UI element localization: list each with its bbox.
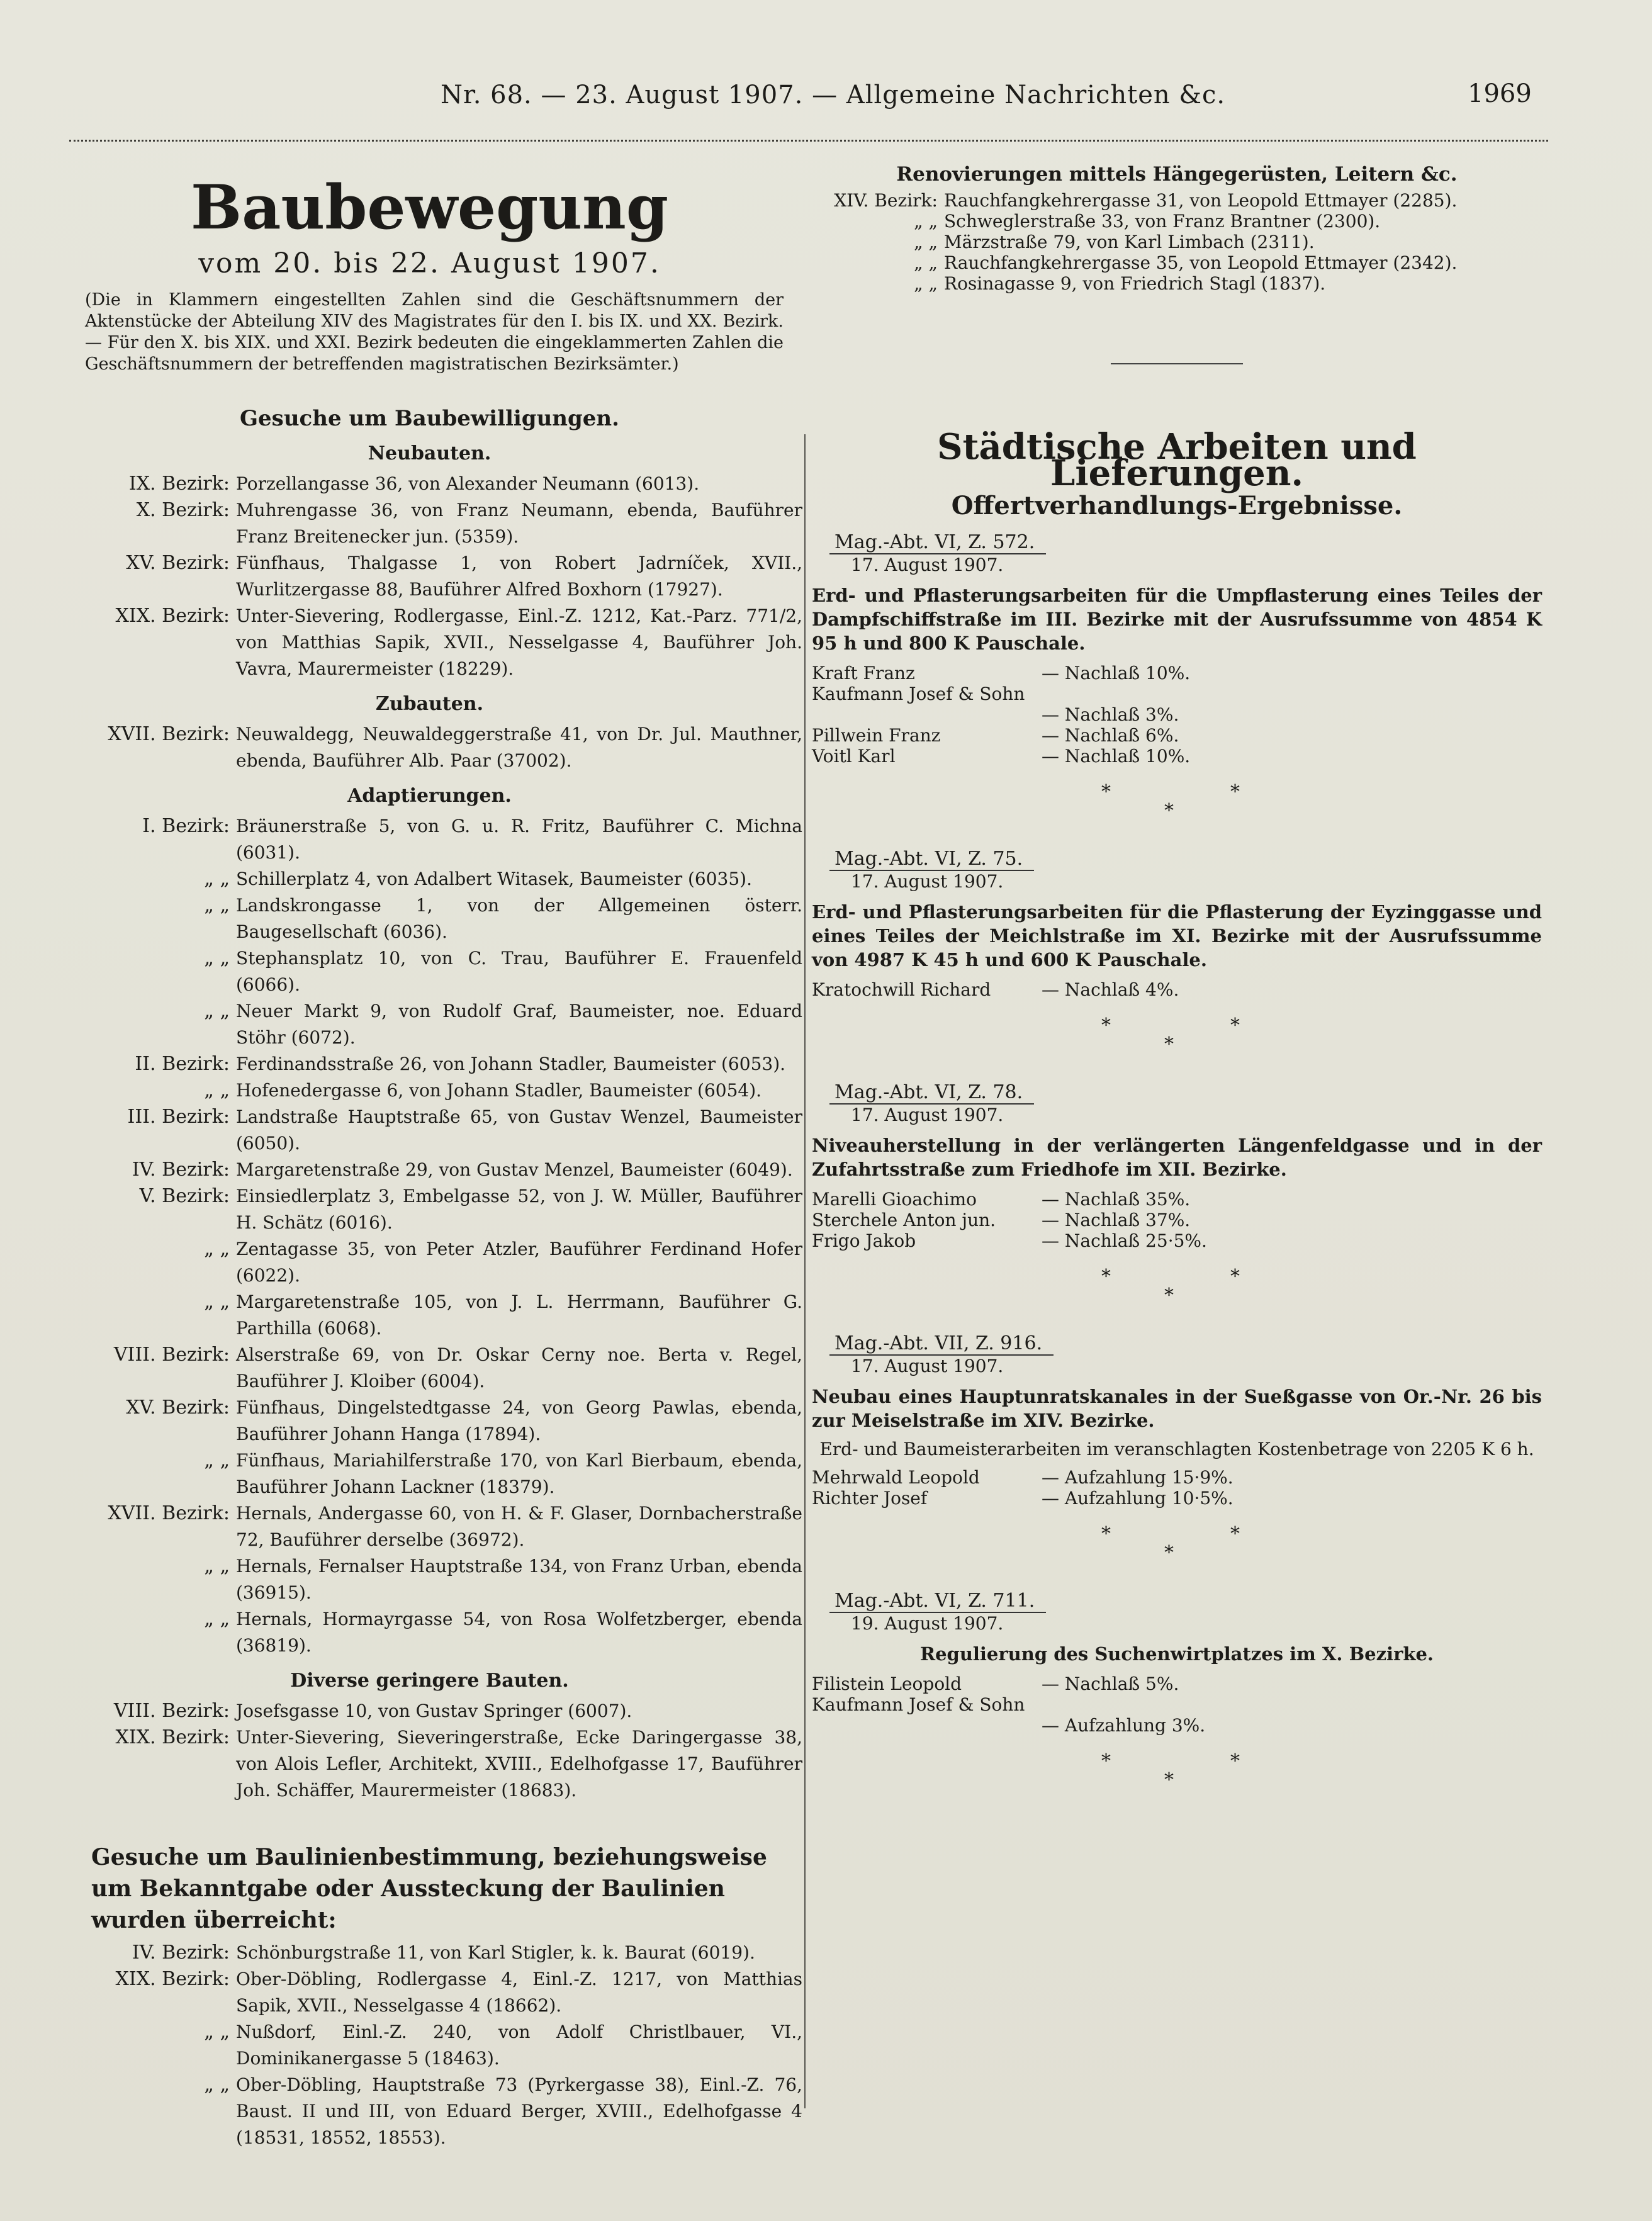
district-label: III. Bezirk: xyxy=(127,1106,230,1128)
district-label: „ „ xyxy=(914,273,938,294)
bidder-row xyxy=(812,1694,1542,1715)
offer-block xyxy=(812,1515,1542,1736)
bidder-row xyxy=(812,1715,1542,1736)
offer-results xyxy=(812,532,1542,1805)
asterism xyxy=(812,773,1542,836)
district-entry xyxy=(57,1395,802,1448)
bidder-row xyxy=(812,1210,1542,1230)
offer-reference xyxy=(829,1082,1542,1105)
bidder-name: Kaufmann Josef & Sohn xyxy=(812,683,1025,704)
asterism-star: * xyxy=(1164,1542,1174,1564)
district-label: II. Bezirk: xyxy=(135,1053,230,1075)
entry-text: Josefsgasse 10, von Gustav Springer (6007). xyxy=(236,1701,632,1721)
permit-groups xyxy=(57,441,802,1804)
bidder-result: — Nachlaß 25·5%. xyxy=(1042,1230,1207,1251)
bidder-result: — Nachlaß 10%. xyxy=(1042,663,1191,683)
asterism-star: * xyxy=(1101,1266,1111,1288)
district-label: XIX. Bezirk: xyxy=(115,605,230,627)
district-entry xyxy=(57,945,802,998)
district-entry xyxy=(57,550,802,603)
offer-title: Erd- und Pflasterungsarbeiten für die Pflasterung der Eyzinggasse und eines Teiles der Meichlstraße im XI. Bezirke mit der Ausrufssumme von 4987 K 45 h und 600 K Pauschale. xyxy=(812,901,1542,970)
main-subtitle: vom 20. bis 22. August 1907. xyxy=(198,247,661,279)
entry-text: Neuer Markt 9, von Rudolf Graf, Baumeister, noe. Eduard Stöhr (6072). xyxy=(236,1001,802,1048)
district-label: „ „ xyxy=(204,868,230,890)
asterism xyxy=(812,1742,1542,1805)
district-label: XVII. Bezirk: xyxy=(108,1502,230,1524)
entry-text: Fünfhaus, Thalgasse 1, von Robert Jadrníček, XVII., Wurlitzergasse 88, Bauführer Alfred Boxhorn (17927). xyxy=(236,553,802,600)
entry-text: Landstraße Hauptstraße 65, von Gustav Wenzel, Baumeister (6050). xyxy=(236,1106,802,1154)
page-number: 1969 xyxy=(1468,79,1532,108)
entry-text: Fünfhaus, Mariahilferstraße 170, von Karl Bierbaum, ebenda, Bauführer Johann Lackner (18379). xyxy=(236,1450,802,1497)
offer-title: Regulierung des Suchenwirtplatzes im X. Bezirke. xyxy=(919,1643,1434,1665)
bidder-list xyxy=(812,1673,1542,1736)
district-entry xyxy=(57,497,802,550)
entry-text: Hernals, Hormayrgasse 54, von Rosa Wolfetzberger, ebenda (36819). xyxy=(236,1609,802,1656)
bidder-name: Kratochwill Richard xyxy=(812,979,991,1000)
district-entry xyxy=(57,1236,802,1289)
district-entry xyxy=(57,1724,802,1804)
district-label: IV. Bezirk: xyxy=(132,1942,230,1964)
bidder-name: Marelli Gioachimo xyxy=(812,1189,977,1210)
renovation-entries xyxy=(812,190,1542,294)
district-entry xyxy=(57,1289,802,1342)
offer-reference xyxy=(829,532,1542,554)
district-entry xyxy=(57,2019,802,2072)
right-column xyxy=(812,156,1542,1805)
entry-text: Ober-Döbling, Rodlergasse 4, Einl.-Z. 1217, von Matthias Sapik, XVII., Nesselgasse 4 (18662). xyxy=(236,1969,802,2016)
offer-block xyxy=(812,532,1542,767)
bidder-name: Kaufmann Josef & Sohn xyxy=(812,1694,1025,1715)
bidder-row xyxy=(812,1488,1542,1509)
district-entry xyxy=(812,211,1542,232)
offer-reference xyxy=(829,1590,1542,1613)
bidder-name xyxy=(812,704,1042,725)
left-column xyxy=(57,157,802,2151)
entry-text: Hernals, Fernalser Hauptstraße 134, von Franz Urban, ebenda (36915). xyxy=(236,1556,802,1603)
bidder-row xyxy=(812,704,1542,725)
main-title: Baubewegung xyxy=(191,172,668,243)
section-title-building-lines: Gesuche um Baulinienbestimmung, beziehungsweise um Bekanntgabe oder Aussteckung der Baulinien wurden überreicht: xyxy=(91,1844,767,1933)
district-label: XIX. Bezirk: xyxy=(115,1726,230,1748)
column-divider xyxy=(804,434,806,2108)
district-entry xyxy=(57,813,802,866)
entry-text: Ferdinandsstraße 26, von Johann Stadler, Baumeister (6053). xyxy=(236,1054,786,1074)
district-label: XV. Bezirk: xyxy=(126,1397,230,1419)
offer-note: Erd- und Baumeisterarbeiten im veranschlagten Kostenbetrage von 2205 K 6 h. xyxy=(819,1439,1534,1459)
district-entry xyxy=(57,1500,802,1553)
offer-block xyxy=(812,1006,1542,1251)
page-header: Nr. 68. — 23. August 1907. — Allgemeine Nachrichten &c. xyxy=(441,81,1226,110)
asterism xyxy=(812,1006,1542,1069)
bidder-result: — Nachlaß 35%. xyxy=(1042,1189,1191,1210)
offer-reference-text: Mag.-Abt. VI, Z. 75. xyxy=(829,848,1034,871)
district-label: I. Bezirk: xyxy=(142,815,230,837)
bidder-list xyxy=(812,663,1542,767)
bidder-name: Sterchele Anton jun. xyxy=(812,1210,996,1230)
district-label: „ „ xyxy=(204,2074,230,2096)
entry-text: Schweglerstraße 33, von Franz Brantner (2300). xyxy=(944,211,1381,232)
entry-text: Alserstraße 69, von Dr. Oskar Cerny noe. Berta v. Regel, Bauführer J. Kloiber (6004). xyxy=(236,1344,802,1392)
bidder-name: Pillwein Franz xyxy=(812,725,941,746)
district-entry xyxy=(57,1157,802,1183)
district-entry xyxy=(57,2072,802,2151)
offer-date: 17. August 1907. xyxy=(851,1356,1004,1376)
entry-text: Stephansplatz 10, von C. Trau, Bauführer E. Frauenfeld (6066). xyxy=(236,948,802,995)
group-title: Neubauten. xyxy=(368,442,492,464)
renovation-title: Renovierungen mittels Hängegerüsten, Leitern &c. xyxy=(896,163,1458,186)
intro-note: (Die in Klammern eingestellten Zahlen sind die Geschäftsnummern der Aktenstücke der Abteilung XIV des Magistrates für den I. bis IX. und XX. Bezirk. — Für den X. bis XIX. und XXI. Bezirk bedeuten die eingeklammerten Zahlen die Geschäftsnummern der betreffenden magistratischen Bezirksämter.) xyxy=(85,290,784,374)
bidder-name: Richter Josef xyxy=(812,1488,928,1509)
bidder-name: Filistein Leopold xyxy=(812,1673,962,1694)
offer-date: 17. August 1907. xyxy=(851,554,1004,575)
entry-text: Märzstraße 79, von Karl Limbach (2311). xyxy=(944,232,1315,252)
entry-text: Bräunerstraße 5, von G. u. R. Fritz, Bauführer C. Michna (6031). xyxy=(236,816,802,863)
entry-text: Fünfhaus, Dingelstedtgasse 24, von Georg Pawlas, ebenda, Bauführer Johann Hanga (17894). xyxy=(236,1397,802,1444)
district-label: „ „ xyxy=(914,252,938,273)
bidder-list xyxy=(812,1467,1542,1509)
district-entry xyxy=(57,1077,802,1104)
asterism-star: * xyxy=(1101,1015,1111,1037)
bidder-result: — Nachlaß 6%. xyxy=(1042,725,1179,746)
section-title-building-permits: Gesuche um Baubewilligungen. xyxy=(240,406,619,431)
asterism-star: * xyxy=(1230,1015,1240,1037)
entry-text: Landskrongasse 1, von der Allgemeinen österr. Baugesellschaft (6036). xyxy=(236,895,802,942)
entry-text: Hofenedergasse 6, von Johann Stadler, Baumeister (6054). xyxy=(236,1080,762,1101)
asterism xyxy=(812,1257,1542,1320)
entry-text: Rauchfangkehrergasse 31, von Leopold Ettmayer (2285). xyxy=(944,190,1458,211)
asterism-star: * xyxy=(1164,1769,1174,1791)
short-divider xyxy=(1111,363,1243,364)
asterism-star: * xyxy=(1230,1523,1240,1545)
offer-date: 17. August 1907. xyxy=(851,871,1004,892)
entry-text: Hernals, Andergasse 60, von H. & F. Glaser, Dornbacherstraße 72, Bauführer derselbe (36972). xyxy=(236,1503,802,1550)
district-label: X. Bezirk: xyxy=(136,499,230,521)
offer-title: Erd- und Pflasterungsarbeiten für die Umpflasterung eines Teiles der Dampfschiffstraße im III. Bezirke mit der Ausrufssumme von 4854 K 95 h und 800 K Pauschale. xyxy=(812,585,1542,654)
header-rule xyxy=(69,131,1548,142)
district-label: „ „ xyxy=(914,211,938,232)
district-label: VIII. Bezirk: xyxy=(113,1344,230,1366)
bidder-name: Frigo Jakob xyxy=(812,1230,916,1251)
district-label: „ „ xyxy=(204,1238,230,1260)
district-label: „ „ xyxy=(204,2021,230,2043)
bidder-result: — Nachlaß 3%. xyxy=(1042,704,1179,725)
entry-text: Muhrengasse 36, von Franz Neumann, ebenda, Bauführer Franz Breitenecker jun. (5359). xyxy=(236,500,802,547)
district-entry xyxy=(57,721,802,774)
entry-text: Unter-Sievering, Rodlergasse, Einl.-Z. 1212, Kat.-Parz. 771/2, von Matthias Sapik, XVII., Nesselgasse 4, Bauführer Joh. Vavra, Maurermeister (18229). xyxy=(236,605,802,679)
works-title: Städtische Arbeiten und Lieferungen. xyxy=(937,426,1417,494)
bidder-result: — Aufzahlung 10·5%. xyxy=(1042,1488,1233,1509)
bidder-name: Mehrwald Leopold xyxy=(812,1467,980,1488)
district-entry xyxy=(57,1940,802,1966)
district-label: IV. Bezirk: xyxy=(132,1159,230,1181)
bidder-row xyxy=(812,725,1542,746)
district-entry xyxy=(57,1104,802,1157)
bidder-result: — Nachlaß 4%. xyxy=(1042,979,1179,1000)
asterism-star: * xyxy=(1101,1523,1111,1545)
district-entry xyxy=(812,232,1542,252)
entry-text: Unter-Sievering, Sieveringerstraße, Ecke Daringergasse 38, von Alois Lefler, Architekt, XVIII., Edelhofgasse 17, Bauführer Joh. Schäffer, Maurermeister (18683). xyxy=(236,1727,802,1801)
offer-reference-text: Mag.-Abt. VI, Z. 572. xyxy=(829,532,1046,554)
district-label: IX. Bezirk: xyxy=(128,473,230,495)
district-label: „ „ xyxy=(914,232,938,252)
district-label: XVII. Bezirk: xyxy=(108,723,230,745)
entry-text: Neuwaldegg, Neuwaldeggerstraße 41, von Dr. Jul. Mauthner, ebenda, Bauführer Alb. Paar (37002). xyxy=(236,724,802,771)
district-entry xyxy=(812,190,1542,211)
bidder-result: — Nachlaß 37%. xyxy=(1042,1210,1191,1230)
bidder-row xyxy=(812,1230,1542,1251)
district-label: „ „ xyxy=(204,894,230,916)
district-label: XIX. Bezirk: xyxy=(115,1968,230,1990)
bidder-row xyxy=(812,1467,1542,1488)
entry-text: Ober-Döbling, Hauptstraße 73 (Pyrkergasse 38), Einl.-Z. 76, Baust. II und III, von Eduard Berger, XVIII., Edelhofgasse 4 (18531, 18552, 18553). xyxy=(236,2074,802,2148)
district-entry xyxy=(57,1698,802,1724)
entry-text: Einsiedlerplatz 3, Embelgasse 52, von J. W. Müller, Bauführer H. Schätz (6016). xyxy=(236,1186,802,1233)
district-entry xyxy=(57,1553,802,1606)
entry-text: Rauchfangkehrergasse 35, von Leopold Ettmayer (2342). xyxy=(944,252,1458,273)
district-entry xyxy=(57,471,802,497)
works-subtitle: Offertverhandlungs-Ergebnisse. xyxy=(951,491,1403,520)
offer-title: Neubau eines Hauptunratskanales in der Sueßgasse von Or.-Nr. 26 bis zur Meiselstraße im XIV. Bezirke. xyxy=(812,1386,1542,1431)
asterism-star: * xyxy=(1101,781,1111,803)
bidder-list xyxy=(812,979,1542,1000)
asterism-star: * xyxy=(1230,781,1240,803)
district-entry xyxy=(57,1448,802,1500)
bidder-result: — Nachlaß 10%. xyxy=(1042,746,1191,767)
district-entry xyxy=(57,1606,802,1659)
district-entry xyxy=(57,1051,802,1077)
district-label: „ „ xyxy=(204,1449,230,1471)
district-label: „ „ xyxy=(204,1291,230,1313)
district-entry xyxy=(57,998,802,1051)
district-label: V. Bezirk: xyxy=(139,1185,230,1207)
offer-reference xyxy=(829,848,1542,871)
entry-text: Schillerplatz 4, von Adalbert Witasek, Baumeister (6035). xyxy=(236,869,752,889)
entry-text: Schönburgstraße 11, von Karl Stigler, k. k. Baurat (6019). xyxy=(236,1942,755,1963)
bidder-row xyxy=(812,979,1542,1000)
offer-title: Niveauherstellung in der verlängerten Längenfeldgasse und in der Zufahrtsstraße zum Friedhofe im XII. Bezirke. xyxy=(812,1135,1542,1180)
asterism-star: * xyxy=(1164,800,1174,822)
district-label: XV. Bezirk: xyxy=(126,552,230,574)
district-label: „ „ xyxy=(204,1079,230,1101)
district-entry xyxy=(57,1183,802,1236)
offer-date: 19. August 1907. xyxy=(851,1613,1004,1634)
asterism-star: * xyxy=(1101,1750,1111,1772)
bidder-row xyxy=(812,663,1542,683)
asterism xyxy=(812,1515,1542,1578)
district-label: „ „ xyxy=(204,1608,230,1630)
bidder-result: — Aufzahlung 3%. xyxy=(1042,1715,1206,1736)
entry-text: Nußdorf, Einl.-Z. 240, von Adolf Christlbauer, VI., Dominikanergasse 5 (18463). xyxy=(236,2021,802,2069)
asterism-star: * xyxy=(1164,1285,1174,1307)
bidder-name: Voitl Karl xyxy=(812,746,896,767)
offer-reference xyxy=(829,1333,1542,1356)
offer-date: 17. August 1907. xyxy=(851,1105,1004,1125)
entry-text: Rosinagasse 9, von Friedrich Stagl (1837). xyxy=(944,273,1326,294)
asterism-star: * xyxy=(1230,1266,1240,1288)
bidder-row xyxy=(812,683,1542,704)
offer-reference-text: Mag.-Abt. VI, Z. 711. xyxy=(829,1590,1046,1613)
offer-reference-text: Mag.-Abt. VI, Z. 78. xyxy=(829,1082,1034,1105)
district-label: „ „ xyxy=(204,1555,230,1577)
district-entry xyxy=(57,1342,802,1395)
bidder-result: — Aufzahlung 15·9%. xyxy=(1042,1467,1233,1488)
district-entry xyxy=(57,866,802,892)
group-title: Diverse geringere Bauten. xyxy=(290,1670,569,1692)
district-entry xyxy=(57,1966,802,2019)
bidder-row xyxy=(812,1189,1542,1210)
entry-text: Porzellangasse 36, von Alexander Neumann (6013). xyxy=(236,473,700,494)
offer-block xyxy=(812,1257,1542,1509)
entry-text: Margaretenstraße 105, von J. L. Herrmann, Bauführer G. Parthilla (6068). xyxy=(236,1291,802,1339)
district-label: „ „ xyxy=(204,947,230,969)
bidder-row xyxy=(812,1673,1542,1694)
bidder-result: — Nachlaß 5%. xyxy=(1042,1673,1179,1694)
building-line-entries xyxy=(57,1940,802,2151)
entry-text: Zentagasse 35, von Peter Atzler, Bauführer Ferdinand Hofer (6022). xyxy=(236,1239,802,1286)
district-label: XIV. Bezirk: xyxy=(834,190,938,211)
group-title: Zubauten. xyxy=(375,693,484,715)
offer-block xyxy=(812,773,1542,1000)
entry-text: Margaretenstraße 29, von Gustav Menzel, Baumeister (6049). xyxy=(236,1159,793,1180)
bidder-list xyxy=(812,1189,1542,1251)
district-label: „ „ xyxy=(204,1000,230,1022)
district-entry xyxy=(812,252,1542,273)
offer-reference-text: Mag.-Abt. VII, Z. 916. xyxy=(829,1333,1054,1356)
district-entry xyxy=(812,273,1542,294)
district-label: VIII. Bezirk: xyxy=(113,1700,230,1722)
asterism-star: * xyxy=(1164,1033,1174,1055)
bidder-row xyxy=(812,746,1542,767)
bidder-name: Kraft Franz xyxy=(812,663,915,683)
group-title: Adaptierungen. xyxy=(347,785,512,807)
bidder-name xyxy=(812,1715,1042,1736)
district-entry xyxy=(57,892,802,945)
district-entry xyxy=(57,603,802,682)
asterism-star: * xyxy=(1230,1750,1240,1772)
